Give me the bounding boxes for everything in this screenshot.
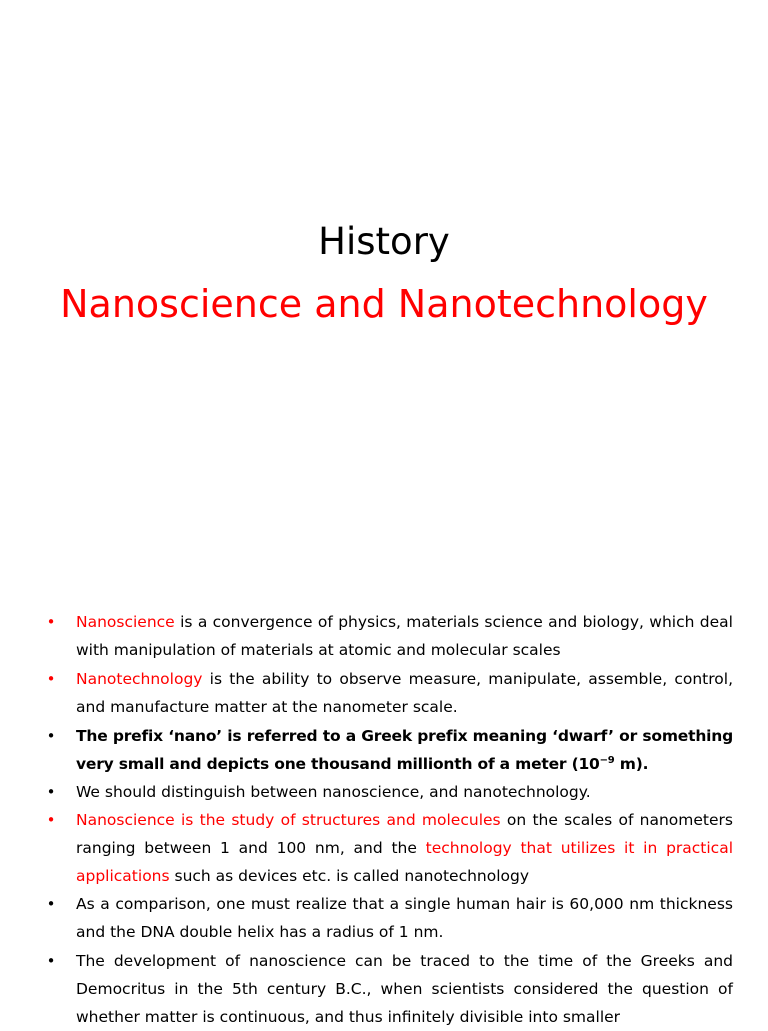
bullet-list: [40, 608, 733, 1031]
bullet-item-distinguish: [40, 778, 733, 806]
bullet-item-comparison: [40, 890, 733, 946]
bullet-text: is a convergence of physics, materials science and biology, which deal with manipulation of materials at atomic and molecular scales: [76, 613, 733, 659]
bullet-item-nanotechnology: [40, 665, 733, 721]
exponent: −9: [599, 755, 615, 766]
bullet-text: We should distinguish between nanoscience, and nanotechnology.: [76, 783, 591, 801]
bullet-item-definition: [40, 806, 733, 890]
highlight-technology-definition: technology that utilizes it in practical applications: [76, 839, 734, 885]
bullet-item-nanoscience: [40, 608, 733, 664]
bullet-item-development: [40, 947, 733, 1031]
bullet-text: is the ability to observe measure, manipulate, assemble, control, and manufacture matter at the nanometer scale.: [76, 670, 733, 716]
bullet-text: on the scales of nanometers ranging between 1 and 100 nm, and the: [76, 811, 733, 857]
bullet-marker: •: [46, 811, 56, 829]
bullet-text: The development of nanoscience can be traced to the time of the Greeks and Democritus in the 5th century B.C., when scientists considered the question of whether matter is continuous, and thus infinitely divisible into smaller: [76, 952, 733, 1026]
term-nanotechnology: Nanotechnology: [76, 670, 203, 688]
bullet-item-prefix-nano: [40, 722, 733, 778]
bullet-text-end: such as devices etc. is called nanotechnology: [169, 867, 530, 885]
bullet-marker: •: [46, 727, 56, 745]
highlight-nanoscience-definition: Nanoscience is the study of structures and molecules: [76, 811, 501, 829]
bullet-marker: •: [46, 895, 56, 913]
bullet-text-end: m).: [614, 755, 649, 773]
bullet-marker: •: [46, 783, 56, 801]
page-subtitle: Nanoscience and Nanotechnology: [60, 282, 708, 326]
term-nanoscience: Nanoscience: [76, 613, 175, 631]
bullet-marker: •: [46, 670, 56, 688]
bullet-marker: •: [46, 952, 56, 970]
bullet-text: The prefix ‘nano’ is referred to a Greek prefix meaning ‘dwarf’ or something very small and depicts one thousand millionth of a meter (10: [76, 727, 733, 773]
page-title: History: [318, 220, 450, 263]
bullet-text: As a comparison, one must realize that a single human hair is 60,000 nm thickness and the DNA double helix has a radius of 1 nm.: [76, 895, 733, 941]
bullet-marker: •: [46, 613, 56, 631]
